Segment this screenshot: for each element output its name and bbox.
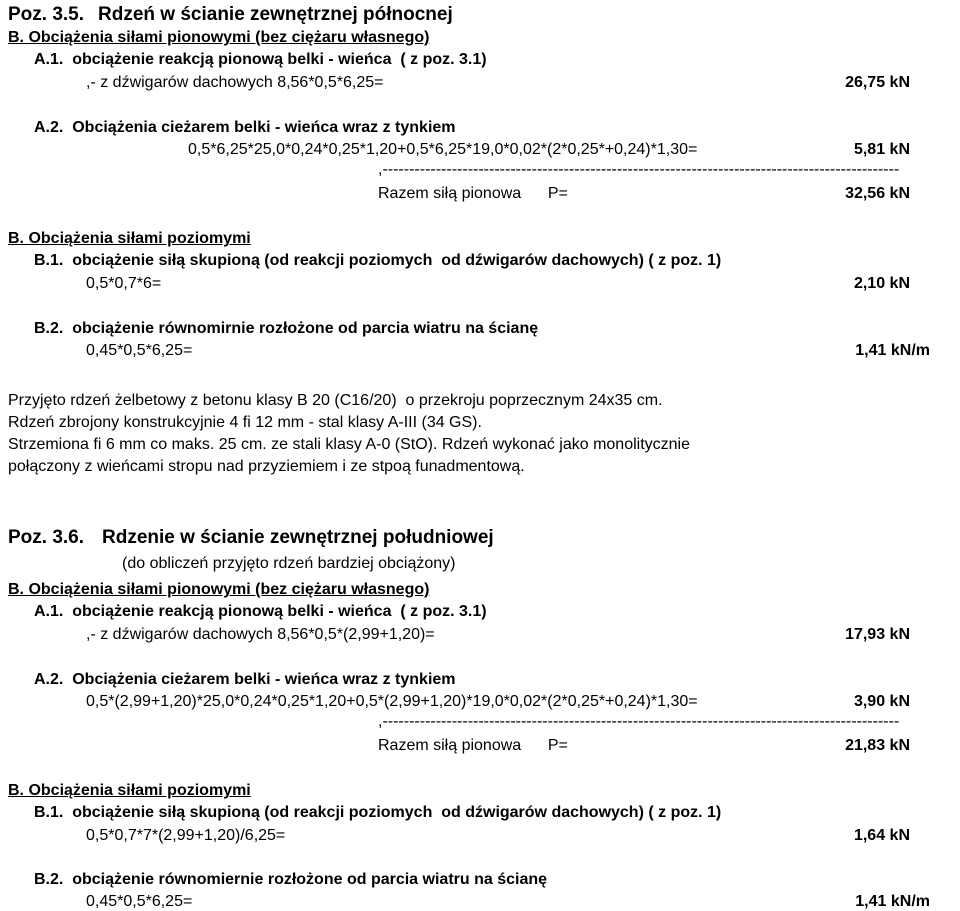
section-2-a1-formula: ,- z dźwigarów dachowych 8,56*0,5*(2,99+1,20)= bbox=[86, 626, 435, 643]
section-2-a2-formula: 0,5*(2,99+1,20)*25,0*0,24*0,25*1,20+0,5*(2,99+1,20)*19,0*0,02*(2*0,25*+0,24)*1,30= bbox=[86, 693, 698, 710]
section-1-number: Poz. 3.5. bbox=[8, 4, 85, 25]
section-1-sum-value: 32,56 kN bbox=[845, 185, 910, 202]
section-2-subtitle: (do obliczeń przyjęto rdzeń bardziej obciążony) bbox=[122, 555, 456, 572]
section-2-number: Poz. 3.6. bbox=[8, 527, 85, 548]
section-2-title: Rdzenie w ścianie zewnętrznej południowej bbox=[102, 527, 494, 548]
section-1-separator: ,------------------------------------------------------------------------------------------------- bbox=[378, 162, 900, 178]
section-1-a1-formula: ,- z dźwigarów dachowych 8,56*0,5*6,25= bbox=[86, 74, 384, 91]
section-1-horizontal-heading: B. Obciążenia siłami poziomymi bbox=[8, 230, 251, 247]
section-1-a2-value: 5,81 kN bbox=[853, 141, 910, 158]
section-1-note-line-2: Rdzeń zbrojony konstrukcyjnie 4 fi 12 mm - stal klasy A-III (34 GS). bbox=[8, 414, 482, 431]
section-2-b1-formula: 0,5*0,7*7*(2,99+1,20)/6,25= bbox=[86, 827, 286, 844]
section-2-b1-heading: B.1. obciążenie siłą skupioną (od reakcji poziomych od dźwigarów dachowych) ( z poz. 1) bbox=[34, 804, 722, 821]
section-1-vertical-heading: B. Obciążenia siłami pionowymi (bez ciężaru własnego) bbox=[8, 29, 430, 46]
section-2-a2-heading: A.2. Obciążenia cieżarem belki - wieńca wraz z tynkiem bbox=[34, 671, 456, 688]
section-1-note-line-3: Strzemiona fi 6 mm co maks. 25 cm. ze stali klasy A-0 (StO). Rdzeń wykonać jako monolitycznie bbox=[8, 436, 691, 453]
section-2-b2-value: 1,41 kN/m bbox=[855, 893, 930, 910]
section-1-b1-formula: 0,5*0,7*6= bbox=[86, 275, 162, 292]
section-2-b1-value: 1,64 kN bbox=[853, 827, 910, 844]
section-1-a1-value: 26,75 kN bbox=[845, 74, 910, 91]
section-2-horizontal-heading: B. Obciążenia siłami poziomymi bbox=[8, 782, 251, 799]
section-2-b2-heading: B.2. obciążenie równomiernie rozłożone od parcia wiatru na ścianę bbox=[34, 871, 548, 888]
section-2-separator: ,------------------------------------------------------------------------------------------------- bbox=[378, 714, 900, 730]
section-2-a2-value: 3,90 kN bbox=[853, 693, 910, 710]
section-1-a1-heading: A.1. obciążenie reakcją pionową belki - wieńca ( z poz. 3.1) bbox=[34, 51, 487, 68]
section-2-sum-label: Razem siłą pionowa P= bbox=[378, 737, 568, 754]
section-1-a2-heading: A.2. Obciążenia cieżarem belki - wieńca wraz z tynkiem bbox=[34, 119, 456, 136]
section-1-b1-heading: B.1. obciążenie siłą skupioną (od reakcji poziomych od dźwigarów dachowych) ( z poz. 1) bbox=[34, 252, 722, 269]
section-1-title: Rdzeń w ścianie zewnętrznej północnej bbox=[98, 4, 453, 25]
section-2-a1-value: 17,93 kN bbox=[845, 626, 910, 643]
section-1-a2-formula: 0,5*6,25*25,0*0,24*0,25*1,20+0,5*6,25*19,0*0,02*(2*0,25*+0,24)*1,30= bbox=[188, 141, 698, 158]
section-2-vertical-heading: B. Obciążenia siłami pionowymi (bez ciężaru własnego) bbox=[8, 581, 430, 598]
section-2-b2-formula: 0,45*0,5*6,25= bbox=[86, 893, 193, 910]
section-1-note-line-4: połączony z wieńcami stropu nad przyziemiem i ze stpoą funadmentową. bbox=[8, 458, 525, 475]
section-2-sum-value: 21,83 kN bbox=[845, 737, 910, 754]
section-2-a1-heading: A.1. obciążenie reakcją pionową belki - wieńca ( z poz. 3.1) bbox=[34, 603, 487, 620]
section-1-b2-heading: B.2. obciążenie równomirnie rozłożone od parcia wiatru na ścianę bbox=[34, 320, 539, 337]
section-1-note-line-1: Przyjęto rdzeń żelbetowy z betonu klasy B 20 (C16/20) o przekroju poprzecznym 24x35 cm. bbox=[8, 392, 663, 409]
section-1-b2-value: 1,41 kN/m bbox=[855, 342, 930, 359]
section-1-b1-value: 2,10 kN bbox=[853, 275, 910, 292]
section-1-sum-label: Razem siłą pionowa P= bbox=[378, 185, 568, 202]
section-1-b2-formula: 0,45*0,5*6,25= bbox=[86, 342, 193, 359]
